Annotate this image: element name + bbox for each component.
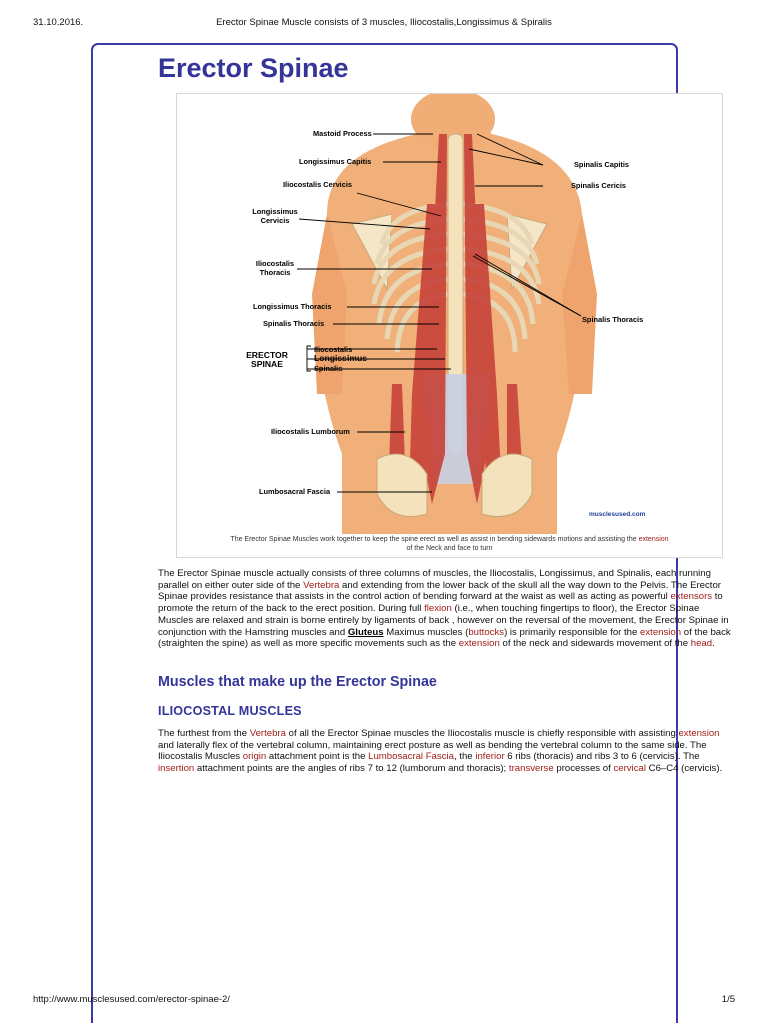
link-flexion[interactable]: flexion	[424, 603, 452, 615]
label-longissimus-cervicis-line2: Cervicis	[260, 216, 290, 225]
section-heading: Muscles that make up the Erector Spinae	[158, 674, 437, 690]
erector-bracket	[177, 94, 722, 534]
link-origin[interactable]: origin	[242, 751, 267, 763]
label-group-longissimus: Longissimus	[314, 353, 368, 363]
label-longissimus-thoracis: Longissimus Thoracis	[253, 302, 332, 311]
label-iliocostalis-lumborum: Iliocostalis Lumborum	[271, 427, 350, 436]
link-head[interactable]: head	[690, 638, 713, 650]
print-date: 31.10.2016.	[33, 17, 84, 28]
label-iliocostalis-thoracis-line2: Thoracis	[259, 268, 291, 277]
label-group-iliocostalis: Iliocostalis	[314, 345, 353, 354]
label-longissimus-capitis: Longissimus Capitis	[299, 157, 372, 166]
link-transverse[interactable]: transverse	[508, 763, 554, 775]
iliocostal-paragraph: The furthest from the Vertebra of all the Erector Spinae muscles the Iliocostalis muscle is chiefly responsible with assisting extension and laterally flex of the vertebral column, maintaining erect posture as well as bending the vertebral column to the same side. The Iliocostalis Muscles origin attachment point is the Lumbosacral Fascia, the inferior 6 ribs (thoracis) and ribs 3 to 6 (cervicis). The insertion attachment points are the angles of ribs 7 to 12 (lumborum and thoracis); transverse processes of cervical C6–C4 (cervicis).	[158, 728, 723, 775]
figure-caption	[177, 535, 722, 553]
link-cervical[interactable]: cervical	[613, 763, 646, 775]
link-vertebra-2[interactable]: Vertebra	[249, 728, 286, 739]
link-extension-back[interactable]: extension	[640, 626, 682, 638]
subsection-heading: ILIOCOSTAL MUSCLES	[158, 704, 302, 718]
label-erector-line2: SPINAE	[251, 359, 283, 369]
print-footer-url: http://www.musclesused.com/erector-spinae-2/	[33, 994, 230, 1005]
anatomy-figure	[176, 93, 723, 558]
link-vertebra[interactable]: Vertebra	[303, 579, 340, 591]
label-erector-line1: ERECTOR	[246, 350, 288, 360]
link-gluteus[interactable]: Gluteus	[347, 626, 384, 638]
link-insertion[interactable]: insertion	[158, 763, 195, 775]
print-page-number: 1/5	[721, 994, 735, 1005]
intro-paragraph: The Erector Spinae muscle actually consists of three columns of muscles, the Iliocostalis, Longissimus, and Spinalis, each running parallel on either outer side of the Vertebra and extending from the lower back of the skull all the way down to the Pelvis. The Erector Spinae provides resistance that assists in the control action of bending forward at the waist as well as acting as powerful extensors to promote the return of the back to the erect position. During full flexion (i.e., when touching fingertips to floor), the Erector Spinae Muscles are relaxed and strain is borne entirely by ligaments of back , however on the reversal of the movement, the Erector Spinae in conjunction with the Hamstring muscles and Gluteus Maximus muscles (buttocks) is primarily responsible for the extension of the back (straighten the spine) as well as more specific movements such as the extension of the neck and sidewards movement of the head.	[158, 568, 731, 650]
link-inferior[interactable]: inferior	[475, 751, 505, 763]
caption-text: The Erector Spinae Muscles work together to keep the spine erect as well as assist in bending sidewards motions and assisting the	[230, 536, 639, 543]
caption-text-2: of the Neck and face to turn	[406, 545, 493, 552]
caption-link-extension[interactable]: extension	[638, 536, 669, 543]
label-spinalis-capitis: Spinalis Capitis	[574, 160, 630, 169]
label-spinalis-cericis: Spinalis Cericis	[571, 181, 627, 190]
musclesused-logo: musclesused.com	[589, 511, 646, 518]
print-title: Erector Spinae Muscle consists of 3 muscles, Iliocostalis,Longissimus & Spiralis	[216, 17, 552, 28]
link-extension-2[interactable]: extension	[678, 728, 720, 739]
link-extensors[interactable]: extensors	[670, 591, 713, 603]
label-spinalis-thoracis-left: Spinalis Thoracis	[263, 319, 325, 328]
page-title: Erector Spinae	[158, 53, 349, 83]
link-extension-neck[interactable]: extension	[458, 638, 500, 650]
label-longissimus-cervicis-line1: Longissimus	[252, 207, 298, 216]
link-lumbosacral-fascia[interactable]: Lumbosacral Fascia	[368, 751, 454, 763]
label-iliocostalis-thoracis-line1: Iliocostalis	[255, 259, 295, 268]
label-spinalis-thoracis-right: Spinalis Thoracis	[582, 315, 644, 324]
label-iliocostalis-cervicis: Iliocostalis Cervicis	[283, 180, 353, 189]
link-buttocks[interactable]: buttocks	[468, 626, 505, 638]
label-group-spinalis: Spinalis	[314, 364, 343, 373]
label-mastoid-process: Mastoid Process	[313, 129, 372, 138]
label-lumbosacral-fascia: Lumbosacral Fascia	[259, 487, 331, 496]
